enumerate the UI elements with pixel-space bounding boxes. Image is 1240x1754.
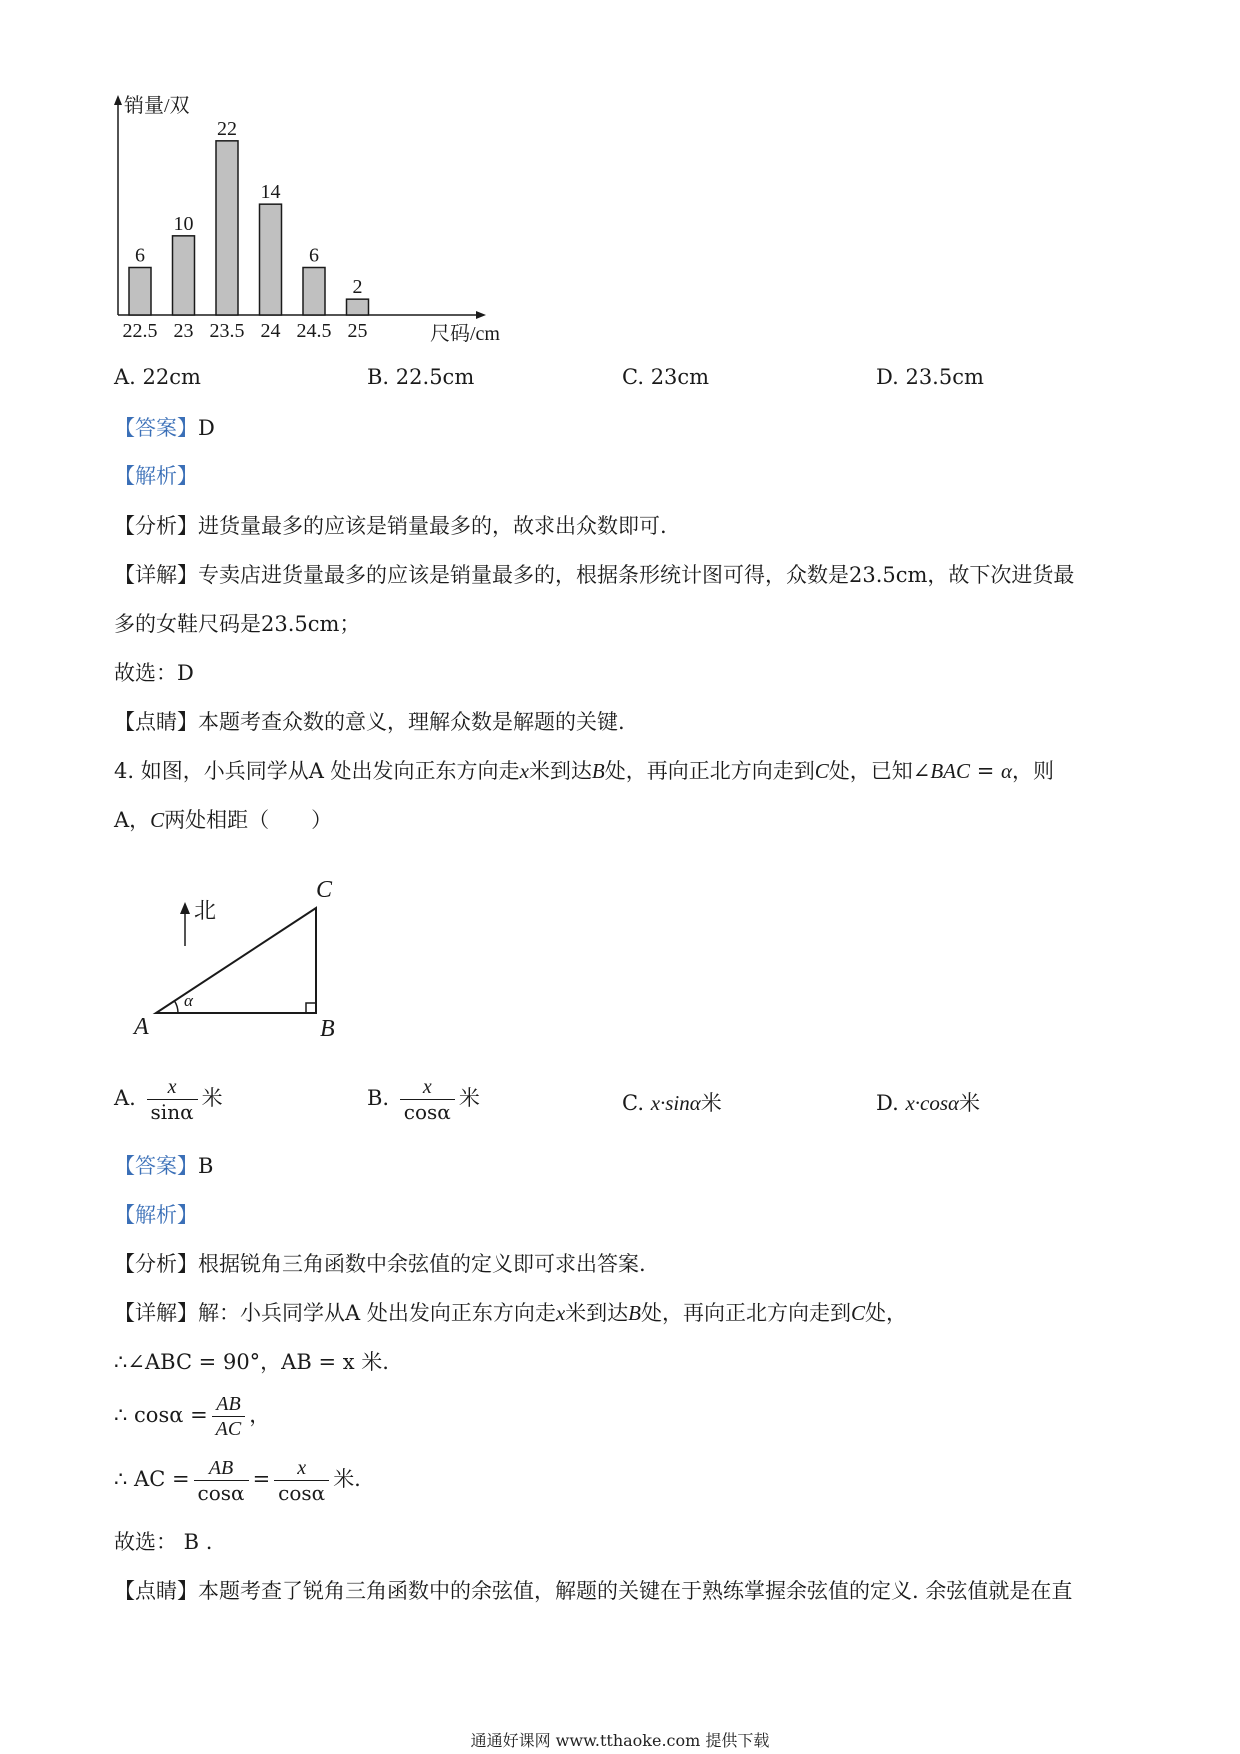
- bar-value-label-25: 2: [352, 276, 363, 299]
- x-tick-label-23: 23: [173, 320, 194, 342]
- bar-value-label-23: 10: [173, 212, 194, 235]
- label-a: A: [134, 1014, 149, 1040]
- q3-choice: 故选：D: [114, 661, 194, 685]
- angle-alpha-arc: [175, 1001, 179, 1013]
- y-axis-arrow: [114, 95, 122, 105]
- page-footer: 通通好课网 www.tthaoke.com 提供下载: [470, 1731, 770, 1750]
- bar-value-label-23.5: 22: [217, 117, 237, 140]
- bar-value-label-22.5: 6: [135, 244, 145, 267]
- triangle-abc: [156, 908, 316, 1013]
- x-tick-label-22.5: 22.5: [122, 320, 158, 342]
- north-label: 北: [194, 898, 217, 923]
- q4-option-d: D. x·cosα米: [876, 1091, 981, 1115]
- q4-option-a: A. $\frac{x}{\sin\alpha}$ 米: [114, 1076, 223, 1124]
- q3-option-c: C. 23cm: [622, 365, 710, 389]
- q4-dianjing: 【点睛】本题考查了锐角三角函数中的余弦值，解题的关键在于熟练掌握余弦值的定义. 余弦值就是在直: [114, 1579, 1073, 1603]
- triangle-figure: [120, 868, 360, 1048]
- bar-24: [260, 204, 282, 315]
- bar-value-label-24.5: 6: [309, 244, 319, 267]
- q4-option-c: C. x·sinα米: [622, 1091, 722, 1115]
- q4-answer: 【答案】B: [114, 1154, 214, 1178]
- q3-analysis-heading: 【解析】: [114, 464, 198, 488]
- q4-analysis-heading: 【解析】: [114, 1203, 198, 1227]
- q4-option-b: B. $\frac{x}{\cos\alpha}$ 米: [367, 1076, 480, 1124]
- right-angle-mark: [306, 1003, 316, 1013]
- x-axis-label: 尺码/cm: [430, 323, 500, 345]
- bar-22.5: [129, 268, 151, 316]
- q4-step1: ∴∠ABC = 90°，AB = x 米.: [114, 1350, 389, 1374]
- x-tick-label-25: 25: [347, 320, 368, 342]
- label-b: B: [320, 1016, 335, 1042]
- q4-step3: ∴ AC = $\frac{AB}{\cos\alpha}$ = $\frac{x}{\cos\alpha}$ 米.: [114, 1457, 361, 1505]
- x-tick-label-23.5: 23.5: [209, 320, 245, 342]
- q3-xiangjie-line2: 多的女鞋尺码是23.5cm；: [114, 612, 361, 636]
- x-tick-label-24.5: 24.5: [296, 320, 332, 342]
- label-c: C: [316, 877, 333, 903]
- q3-xiangjie-line1: 【详解】专卖店进货量最多的应该是销量最多的，根据条形统计图可得，众数是23.5cm，故下次进货最: [114, 563, 1075, 587]
- q3-option-a: A. 22cm: [114, 365, 201, 389]
- north-arrow-head: [180, 902, 190, 914]
- y-axis-label: 销量/双: [124, 95, 190, 117]
- x-tick-label-24: 24: [260, 320, 281, 342]
- x-axis-arrow: [476, 311, 486, 319]
- q4-choice: 故选： B .: [114, 1530, 213, 1554]
- q3-answer: 【答案】D: [114, 416, 215, 440]
- q3-fenxi: 【分析】进货量最多的应该是销量最多的，故求出众数即可.: [114, 514, 667, 538]
- label-alpha: α: [184, 991, 193, 1010]
- bar-value-label-24: 14: [260, 181, 281, 204]
- bar-25: [347, 299, 369, 315]
- q4-stem-line1: 4. 如图，小兵同学从A 处出发向正东方向走x米到达B处，再向正北方向走到C处，已知∠BAC = α，则: [114, 759, 1054, 783]
- q3-option-b: B. 22.5cm: [367, 365, 475, 389]
- q4-step2: ∴ cosα = $\frac{AB}{AC}$ ，: [114, 1393, 271, 1440]
- bar-24.5: [303, 268, 325, 316]
- q4-xiangjie: 【详解】解：小兵同学从A 处出发向正东方向走x米到达B处，再向正北方向走到C处，: [114, 1301, 908, 1325]
- bar-23: [173, 236, 195, 315]
- q4-stem-line2: A，C两处相距（ ）: [114, 808, 333, 832]
- q3-dianjing: 【点睛】本题考查众数的意义，理解众数是解题的关键.: [114, 710, 625, 734]
- q3-option-d: D. 23.5cm: [876, 365, 984, 389]
- shoe-size-bar-chart: [100, 95, 530, 355]
- bar-23.5: [216, 141, 238, 315]
- q4-fenxi: 【分析】根据锐角三角函数中余弦值的定义即可求出答案.: [114, 1252, 646, 1276]
